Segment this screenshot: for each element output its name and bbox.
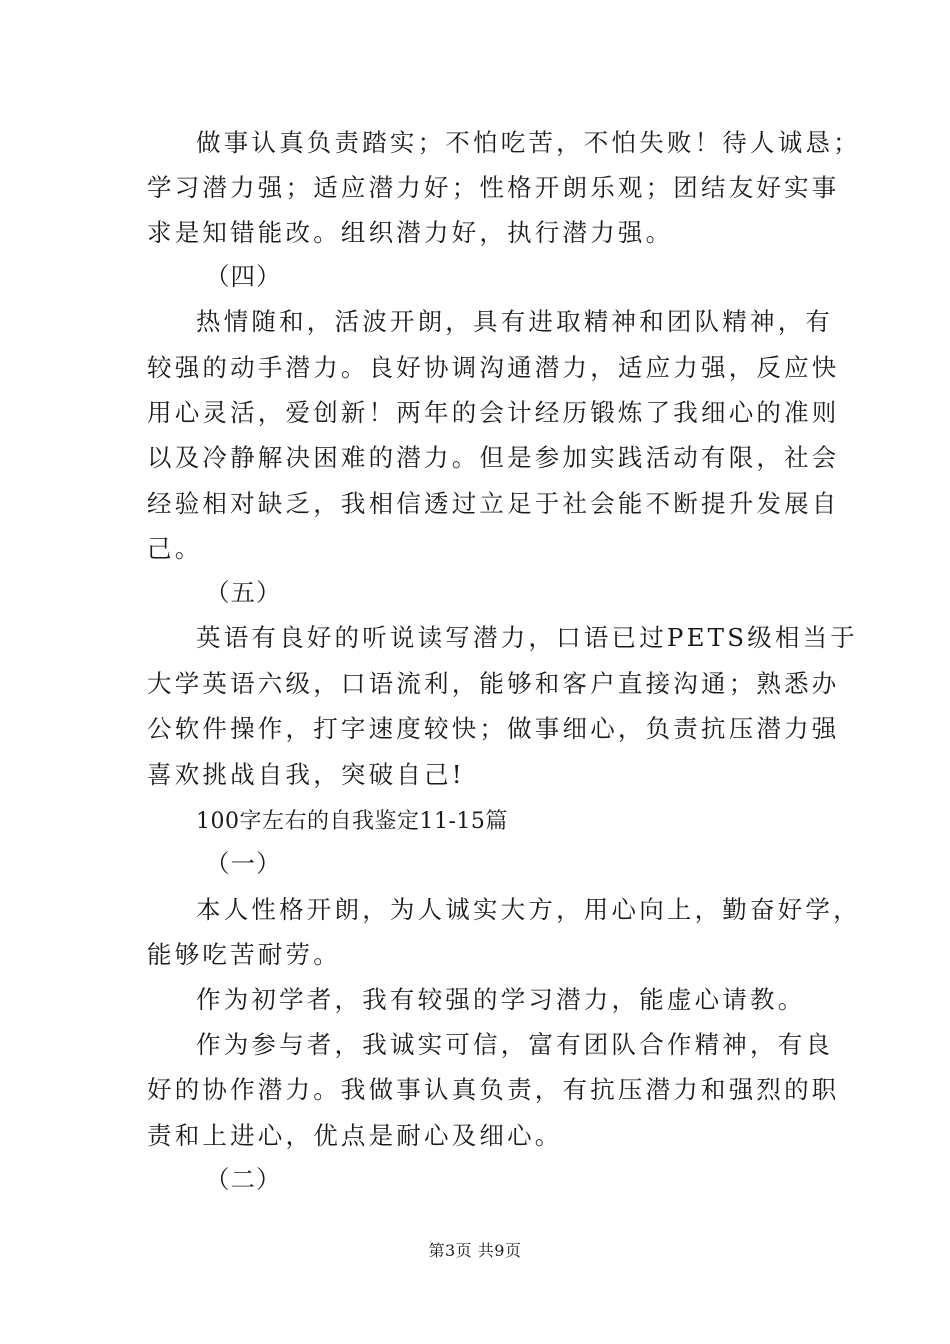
paragraph-line: 喜欢挑战自我，突破自己!	[147, 760, 465, 789]
paragraph-line: 经验相对缺乏，我相信透过立足于社会能不断提升发展自	[147, 489, 840, 518]
paragraph-line: 好的协作潜力。我做事认真负责，有抗压潜力和强烈的职	[147, 1075, 840, 1104]
paragraph-line: 本人性格开朗，为人诚实大方，用心向上，勤奋好学，	[196, 895, 861, 924]
paragraph-line: 做事认真负责踏实；不怕吃苦，不怕失败！待人诚恳；	[196, 128, 861, 157]
paragraph-line: 热情随和，活波开朗，具有进取精神和团队精神，有	[196, 307, 834, 336]
paragraph-line: 公软件操作，打字速度较快；做事细心，负责抗压潜力强	[147, 714, 840, 743]
paragraph-line: 责和上进心，优点是耐心及细心。	[147, 1121, 563, 1150]
paragraph-line: 己。	[147, 534, 203, 563]
paragraph-line: 以及冷静解决困难的潜力。但是参加实践活动有限，社会	[147, 443, 840, 472]
section-heading: （五）	[205, 578, 282, 607]
paragraph-line: 作为初学者，我有较强的学习潜力，能虚心请教。	[196, 985, 806, 1014]
page-footer: 第3页 共9页	[428, 1241, 522, 1260]
subtitle-line: 100字左右的自我鉴定11-15篇	[196, 809, 508, 834]
paragraph-line: 作为参与者，我诚实可信，富有团队合作精神，有良	[196, 1030, 834, 1059]
section-heading: （二）	[205, 1165, 282, 1194]
section-heading: （四）	[205, 262, 282, 291]
paragraph-line: 英语有良好的听说读写潜力，口语已过PETS级相当于	[196, 623, 858, 652]
paragraph-line: 较强的动手潜力。良好协调沟通潜力，适应力强，反应快	[147, 353, 840, 382]
paragraph-line: 学习潜力强；适应潜力好；性格开朗乐观；团结友好实事	[147, 173, 840, 202]
paragraph-line: 大学英语六级，口语流利，能够和客户直接沟通；熟悉办	[147, 669, 840, 698]
paragraph-line: 能够吃苦耐劳。	[147, 940, 341, 969]
paragraph-line: 求是知错能改。组织潜力好，执行潜力强。	[147, 218, 674, 247]
section-heading: （一）	[205, 849, 282, 878]
paragraph-line: 用心灵活，爱创新！两年的会计经历锻炼了我细心的准则	[147, 398, 840, 427]
